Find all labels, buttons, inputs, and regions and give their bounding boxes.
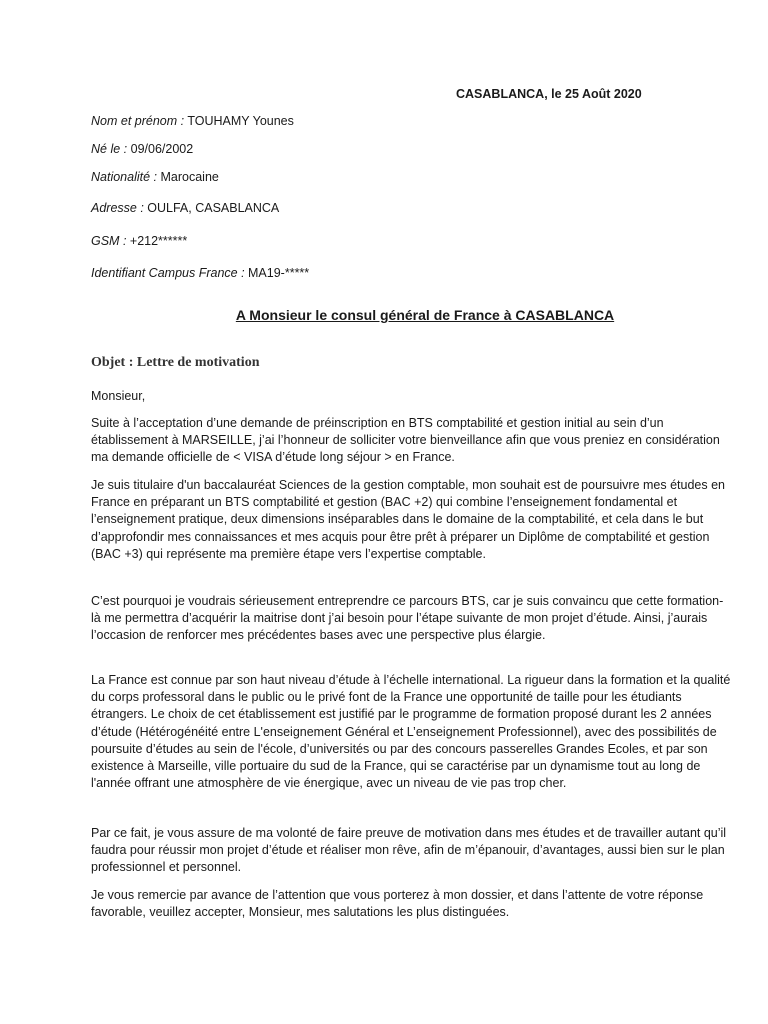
paragraph-6: Je vous remercie par avance de l’attention que vous porterez à mon dossier, et dans l’attente de votre réponse favorable, veuillez accepter, Monsieur, mes salutations les plus distinguées.	[91, 888, 704, 920]
name-label: Nom et prénom :	[91, 114, 185, 128]
recipient-heading: A Monsieur le consul général de France à CASABLANCA	[235, 307, 615, 323]
address-label: Adresse :	[91, 201, 144, 215]
campus-id-field	[91, 266, 309, 280]
paragraph-5: Par ce fait, je vous assure de ma volonté de faire preuve de motivation dans mes études et de travailler autant qu’il faudra pour réussir mon projet d’étude et réaliser mon rêve, afin de m’épanouir, d’avantages, aussi bien sur le plan professionnel et personnel.	[91, 826, 727, 875]
campus-id-label: Identifiant Campus France :	[91, 266, 245, 280]
nationality-label: Nationalité :	[91, 170, 158, 184]
date-line: CASABLANCA, le 25 Août 2020	[456, 87, 642, 101]
address-value: OULFA, CASABLANCA	[143, 201, 280, 215]
gsm-value: +212******	[126, 234, 188, 248]
birth-field	[91, 142, 193, 156]
nationality-value: Marocaine	[157, 170, 219, 184]
paragraph-2: Je suis titulaire d'un baccalauréat Sciences de la gestion comptable, mon souhait est de poursuivre mes études en France en préparant un BTS comptabilité et gestion (BAC +2) qui combine l’enseignement fondamental et l’enseignement pratique, deux dimensions inséparables dans le domaine de la comptabilité, et cela dans le but d’approfondir mes connaissances et mes acquis pour être prêt à préparer un Diplôme de comptabilité et gestion (BAC +3) qui représente ma première étape vers l’expertise comptable.	[91, 478, 726, 561]
name-value: TOUHAMY Younes	[184, 114, 294, 128]
gsm-label: GSM :	[91, 234, 127, 248]
campus-id-value: MA19-*****	[244, 266, 310, 280]
gsm-field	[91, 234, 187, 248]
paragraph-4: La France est connue par son haut niveau d’étude à l’échelle international. La rigueur dans la formation et la qualité du corps professoral dans le public ou le privé font de la France une opportunité de taille pour les étudiants étrangers. Le choix de cet établissement est justifié par le programme de formation proposé durant les 2 années d’étude (Hétérogénéité entre L'enseignement Général et L’enseignement Professionnel), avec des possibilités de poursuite d’études au sein de l'école, d’universités ou par des concours passerelles Grandes Ecoles, et par son existence à Marseille, ville portuaire du sud de la France, qui se caractérise par un dynamisme tout au long de l'année offrant une atmosphère de vie énergique, avec un niveau de vie pas trop cher.	[91, 673, 731, 791]
address-field	[91, 201, 279, 215]
paragraph-1: Suite à l’acceptation d’une demande de préinscription en BTS comptabilité et gestion initial au sein d’un établissement à MARSEILLE, j’ai l’honneur de solliciter votre bienveillance afin que vous preniez en considération ma demande officielle de < VISA d’étude long séjour > en France.	[91, 416, 720, 465]
salutation: Monsieur,	[91, 389, 146, 403]
subject-line: Objet : Lettre de motivation	[91, 355, 260, 370]
birth-label: Né le :	[91, 142, 128, 156]
paragraph-3: C’est pourquoi je voudrais sérieusement entreprendre ce parcours BTS, car je suis convaincu que cette formation-là me permettra d’acquérir la maitrise dont j’ai besoin pour l’étape suivante de mon projet d’étude. Ainsi, j’aurais l’occasion de renforcer mes précédentes bases avec une perspective plus élargie.	[91, 594, 724, 643]
birth-value: 09/06/2002	[127, 142, 194, 156]
name-field	[91, 114, 294, 128]
nationality-field	[91, 170, 219, 184]
